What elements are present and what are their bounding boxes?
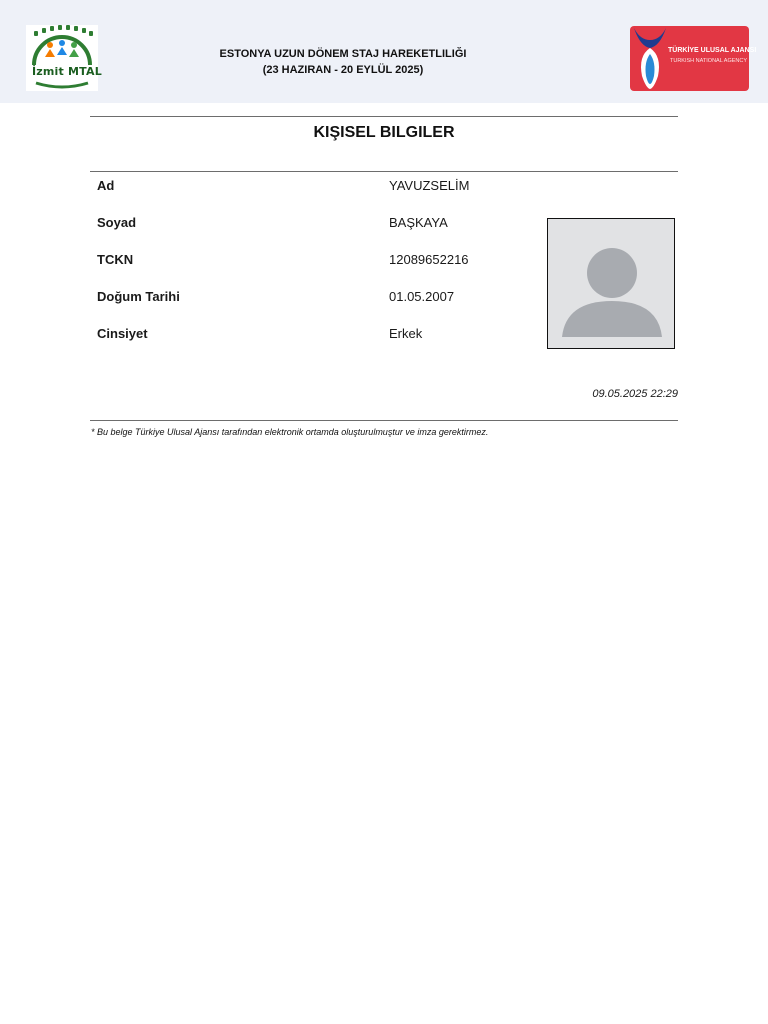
avatar-placeholder-icon [548,219,673,347]
bottom-divider [90,420,678,421]
field-label: Soyad [97,215,137,230]
profile-photo [547,218,675,349]
field-value: YAVUZSELİM [389,178,470,193]
field-row-tckn [97,252,557,272]
field-label: Cinsiyet [97,326,148,341]
field-row-cinsiyet [97,326,557,346]
agency-name-en: TURKISH NATIONAL AGENCY [670,58,748,64]
document-header-title [200,46,486,78]
field-value: Erkek [389,326,423,341]
field-row-ad [97,178,557,198]
field-label: Doğum Tarihi [97,289,180,304]
tulip-icon [630,26,670,91]
izmit-mtal-logo-icon [26,25,98,91]
section-title: KIŞISEL BILGILER [313,124,455,141]
field-row-dogum-tarihi [97,289,557,309]
field-row-soyad [97,215,557,235]
top-divider [90,116,678,117]
turkiye-ulusal-ajansi-logo [630,26,757,91]
field-value: BAŞKAYA [389,215,448,230]
section-divider [90,171,678,172]
generated-timestamp: 09.05.2025 22:29 [592,388,678,400]
field-value: 01.05.2007 [389,289,455,304]
field-label: TCKN [97,252,134,267]
izmit-mtal-logo [26,25,102,91]
agency-name-tr: TÜRKİYE ULUSAL AJANSI [668,47,757,54]
field-value: 12089652216 [389,252,469,267]
header-title-line1: ESTONYA UZUN DÖNEM STAJ HAREKETLILIĞI [219,48,467,60]
field-label: Ad [97,178,115,193]
izmit-mtal-logo-text: İzmit MTAL [32,65,102,78]
footnote: * Bu belge Türkiye Ulusal Ajansı tarafından elektronik ortamda oluşturulmuştur ve imza gerektirmez. [91,427,489,437]
header-title-line2: (23 HAZIRAN - 20 EYLÜL 2025) [262,64,424,76]
